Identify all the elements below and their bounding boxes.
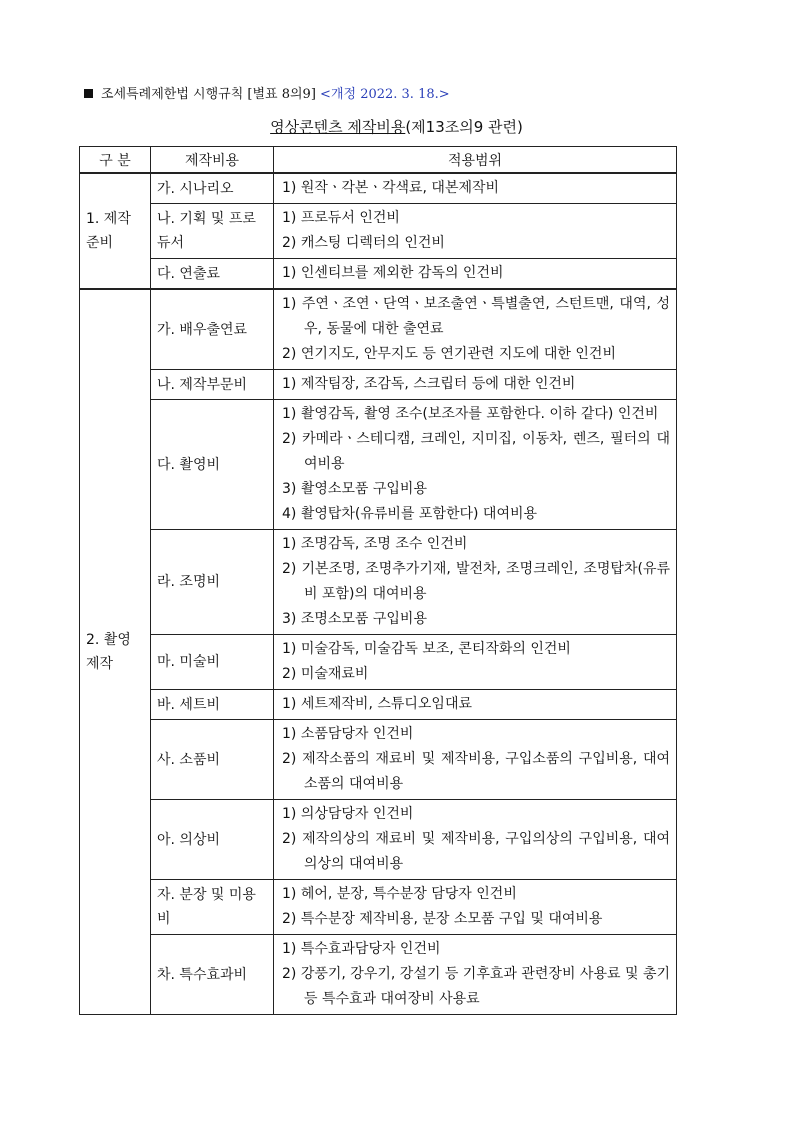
- cost-cell: 차. 특수효과비: [151, 935, 274, 1015]
- table-row: [80, 173, 677, 204]
- table-row: [80, 800, 677, 880]
- scope-cell: [274, 530, 677, 635]
- revision-date: <개정 2022. 3. 18.>: [320, 87, 450, 102]
- table-row: [80, 935, 677, 1015]
- category-cell: 1. 제작 준비: [80, 173, 151, 289]
- scope-cell: [274, 204, 677, 259]
- scope-item: 1) 특수효과담당자 인건비: [282, 941, 441, 957]
- cost-cell: 나. 제작부문비: [151, 370, 274, 400]
- scope-item: 2) 특수분장 제작비용, 분장 소모품 구입 및 대여비용: [282, 911, 603, 927]
- cost-cell: 사. 소품비: [151, 720, 274, 800]
- scope-item: 1) 인센티브를 제외한 감독의 인건비: [282, 265, 504, 281]
- header-category: 구 분: [80, 147, 151, 174]
- title-main: 영상콘텐츠 제작비용: [270, 118, 406, 136]
- scope-item: 2) 강풍기, 강우기, 강설기 등 기후효과 관련장비 사용료 및 총기 등 특수효과 대여장비 사용료: [282, 966, 670, 1007]
- cost-cell: 마. 미술비: [151, 635, 274, 690]
- scope-item: 1) 세트제작비, 스튜디오임대료: [282, 696, 473, 712]
- cost-cell: 자. 분장 및 미용비: [151, 880, 274, 935]
- scope-item: 1) 소품담당자 인건비: [282, 726, 414, 742]
- header-scope: 적용범위: [274, 147, 677, 174]
- table-row: [80, 259, 677, 290]
- scope-item: 2) 제작소품의 재료비 및 제작비용, 구입소품의 구입비용, 대여소품의 대여비용: [282, 751, 670, 792]
- cost-cell: 바. 세트비: [151, 690, 274, 720]
- scope-item: 1) 제작팀장, 조감독, 스크립터 등에 대한 인건비: [282, 376, 576, 392]
- scope-item: 1) 촬영감독, 촬영 조수(보조자를 포함한다. 이하 같다) 인건비: [282, 406, 659, 422]
- scope-item: 1) 미술감독, 미술감독 보조, 콘티작화의 인건비: [282, 641, 571, 657]
- page-title: [0, 116, 793, 137]
- scope-item: 2) 캐스팅 디렉터의 인건비: [282, 235, 445, 251]
- table-row: [80, 204, 677, 259]
- scope-item: 2) 기본조명, 조명추가기재, 발전차, 조명크레인, 조명탑차(유류비 포함)의 대여비용: [282, 561, 670, 602]
- law-reference: 조세특례제한법 시행규칙 [별표 8의9]: [101, 87, 316, 102]
- table-row: [80, 635, 677, 690]
- table-row: [80, 400, 677, 530]
- scope-item: 1) 주연ㆍ조연ㆍ단역ㆍ보조출연ㆍ특별출연, 스턴트맨, 대역, 성우, 동물에 대한 출연료: [282, 296, 670, 337]
- header-cost: 제작비용: [151, 147, 274, 174]
- law-reference-line: [84, 83, 450, 102]
- table-body: [80, 173, 677, 1015]
- table-row: [80, 880, 677, 935]
- scope-cell: [274, 720, 677, 800]
- cost-cell: 다. 연출료: [151, 259, 274, 290]
- category-cell: 2. 촬영 제작: [80, 289, 151, 1015]
- scope-item: 1) 프로듀서 인건비: [282, 210, 400, 226]
- scope-item: 1) 헤어, 분장, 특수분장 담당자 인건비: [282, 886, 517, 902]
- table-row: [80, 370, 677, 400]
- table-row: [80, 289, 677, 370]
- table-row: [80, 690, 677, 720]
- scope-cell: [274, 935, 677, 1015]
- table-header-row: [80, 147, 677, 174]
- scope-item: 4) 촬영탑차(유류비를 포함한다) 대여비용: [282, 506, 538, 522]
- cost-table: [79, 146, 677, 1015]
- scope-item: 3) 조명소모품 구입비용: [282, 611, 427, 627]
- scope-cell: [274, 800, 677, 880]
- scope-cell: [274, 400, 677, 530]
- scope-cell: [274, 690, 677, 720]
- table-row: [80, 720, 677, 800]
- scope-item: 2) 제작의상의 재료비 및 제작비용, 구입의상의 구입비용, 대여의상의 대여비용: [282, 831, 670, 872]
- scope-cell: [274, 173, 677, 204]
- title-suffix: (제13조의9 관련): [405, 118, 523, 136]
- cost-cell: 다. 촬영비: [151, 400, 274, 530]
- scope-item: 1) 원작ㆍ각본ㆍ각색료, 대본제작비: [282, 180, 500, 196]
- scope-item: 2) 연기지도, 안무지도 등 연기관련 지도에 대한 인건비: [282, 346, 616, 362]
- scope-cell: [274, 259, 677, 290]
- cost-cell: 라. 조명비: [151, 530, 274, 635]
- cost-cell: 가. 배우출연료: [151, 289, 274, 370]
- scope-item: 2) 미술재료비: [282, 666, 369, 682]
- scope-cell: [274, 635, 677, 690]
- scope-cell: [274, 370, 677, 400]
- cost-cell: 아. 의상비: [151, 800, 274, 880]
- scope-item: 3) 촬영소모품 구입비용: [282, 481, 427, 497]
- scope-item: 2) 카메라ㆍ스테디캠, 크레인, 지미집, 이동차, 렌즈, 필터의 대여비용: [282, 431, 670, 472]
- cost-cell: 나. 기획 및 프로듀서: [151, 204, 274, 259]
- scope-item: 1) 조명감독, 조명 조수 인건비: [282, 536, 468, 552]
- table-row: [80, 530, 677, 635]
- square-bullet-icon: [84, 89, 93, 98]
- scope-cell: [274, 289, 677, 370]
- scope-cell: [274, 880, 677, 935]
- cost-cell: 가. 시나리오: [151, 173, 274, 204]
- scope-item: 1) 의상담당자 인건비: [282, 806, 414, 822]
